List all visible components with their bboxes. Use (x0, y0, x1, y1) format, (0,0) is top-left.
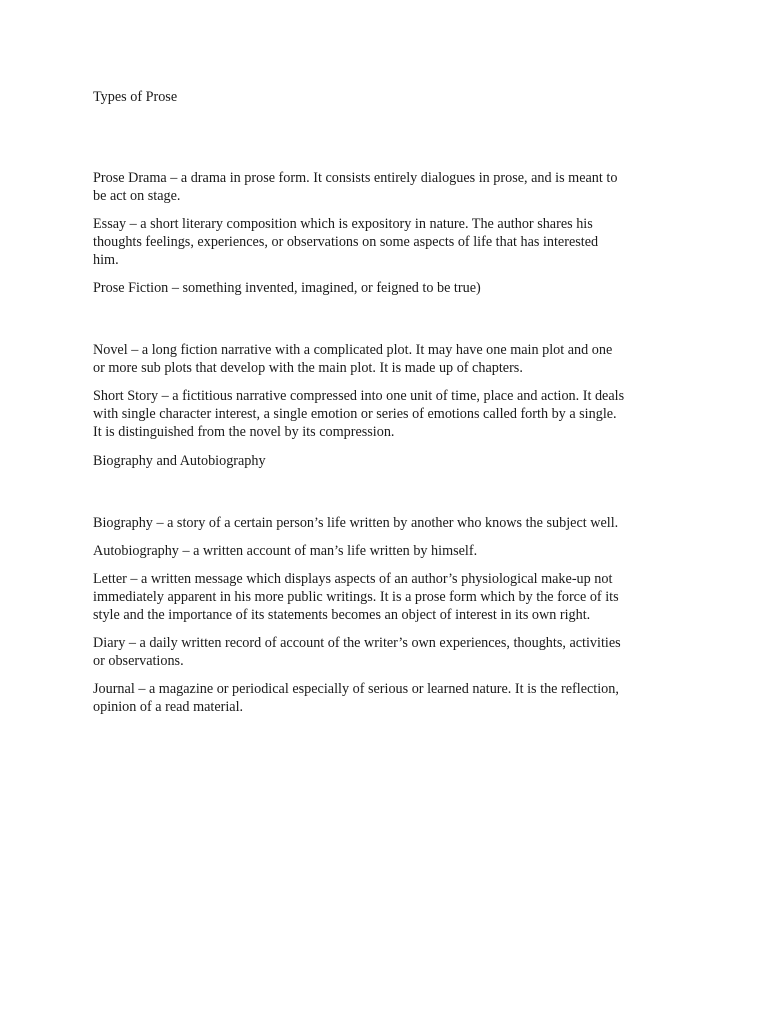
diary-line-2: or observations. (93, 653, 184, 669)
journal-line-2: opinion of a read material. (93, 699, 244, 715)
letter-line-3: style and the importance of its statements becomes an object of interest in its own right. (93, 607, 591, 623)
journal-line-1: Journal – a magazine or periodical especially of serious or learned nature. It is the reflection, (93, 681, 619, 697)
document-title: Types of Prose (93, 89, 178, 105)
short-story-line-3: It is distinguished from the novel by its compression. (93, 424, 395, 440)
novel-line-1: Novel – a long fiction narrative with a complicated plot. It may have one main plot and one (93, 342, 613, 358)
autobiography-line: Autobiography – a written account of man’s life written by himself. (93, 543, 478, 559)
essay-line-1: Essay – a short literary composition which is expository in nature. The author shares his (93, 216, 593, 232)
essay-line-2: thoughts feelings, experiences, or observations on some aspects of life that has interested (93, 234, 599, 250)
letter-line-2: immediately apparent in his more public writings. It is a prose form which by the force of its (93, 589, 619, 605)
letter-line-1: Letter – a written message which displays aspects of an author’s physiological make-up not (93, 571, 613, 587)
essay-line-3: him. (93, 252, 119, 268)
short-story-line-1: Short Story – a fictitious narrative compressed into one unit of time, place and action. It deals (93, 388, 625, 404)
prose-fiction-line: Prose Fiction – something invented, imagined, or feigned to be true) (93, 280, 481, 296)
short-story-line-2: with single character interest, a single emotion or series of emotions called forth by a single. (93, 406, 617, 422)
biography-line: Biography – a story of a certain person’s life written by another who knows the subject well. (93, 515, 619, 531)
novel-line-2: or more sub plots that develop with the main plot. It is made up of chapters. (93, 360, 523, 376)
diary-line-1: Diary – a daily written record of account of the writer’s own experiences, thoughts, activities (93, 635, 621, 651)
biography-autobiography-heading: Biography and Autobiography (93, 453, 266, 469)
prose-drama-line-2: be act on stage. (93, 188, 181, 204)
prose-drama-line-1: Prose Drama – a drama in prose form. It consists entirely dialogues in prose, and is meant to (93, 170, 618, 186)
